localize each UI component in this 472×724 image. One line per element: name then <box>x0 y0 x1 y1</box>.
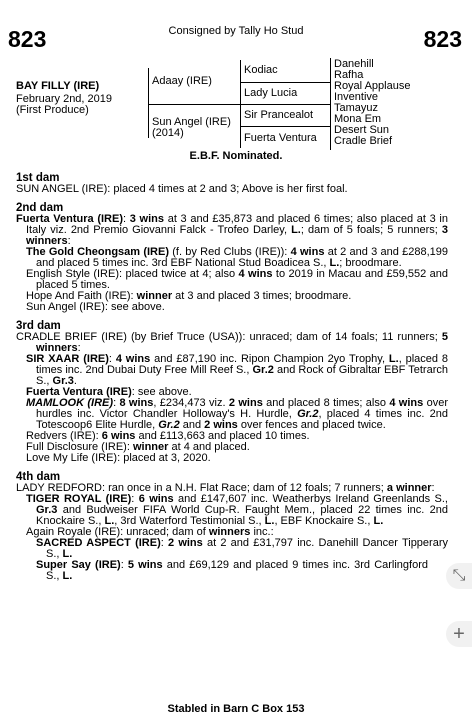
gold-cheongsam-entry: The Gold Cheongsam (IRE) (f. by Red Clubs (IRE)): 4 wins at 2 and 3 and £288,199 and placed 5 times inc. 3rd EBF National Stud Boadicea S., L.; broodmare. <box>26 246 448 269</box>
pedigree-ggs-8: Cradle Brief <box>334 135 393 147</box>
first-dam-text: SUN ANGEL (IRE): placed 4 times at 2 and 3; Above is her first foal. <box>16 183 348 195</box>
love-my-life-entry: Love My Life (IRE): placed at 3, 2020. <box>26 452 211 464</box>
collapse-icon[interactable]: ⤡ <box>446 563 472 589</box>
pedigree-dam-dam: Fuerta Ventura <box>244 132 317 144</box>
pedigree-line <box>148 104 240 105</box>
fourth-dam-heading: 4th dam <box>16 471 61 483</box>
ebf-nominated: E.B.F. Nominated. <box>189 150 283 162</box>
super-say-entry: Super Say (IRE): 5 wins and £69,129 and placed 9 times inc. 3rd Carlingford S., L. <box>36 559 428 582</box>
fuerta-ventura-entry: Fuerta Ventura (IRE): 3 wins at 3 and £35,873 and placed 6 times; also placed at 3 in Italy viz. 2nd Premio Giovanni Falck - Trofeo Darley, L.; dam of 5 foals; 5 runners; 3 winners: <box>16 213 448 247</box>
pedigree-dam-sire: Sir Prancealot <box>244 109 314 121</box>
pedigree-ggs-1: Danehill <box>334 58 374 70</box>
catalogue-body <box>16 172 448 582</box>
full-disclosure-entry: Full Disclosure (IRE): winner at 4 and placed. <box>26 441 250 453</box>
pedigree-dam-year: (2014) <box>152 127 184 139</box>
hope-and-faith-entry: Hope And Faith (IRE): winner at 3 and placed 3 times; broodmare. <box>26 290 352 302</box>
again-royale-entry: Again Royale (IRE): unraced; dam of winners inc.: <box>26 526 274 538</box>
lot-number-right: 823 <box>423 26 462 52</box>
pedigree-sire-sire: Kodiac <box>244 64 278 76</box>
horse-name: BAY FILLY (IRE) <box>16 80 100 92</box>
mamlook-entry: MAMLOOK (IRE): 8 wins, £234,473 viz. 2 wins and placed 8 times; also 4 wins over hurdles inc. Victor Chandler Holloway's H. Hurdle, Gr.2, placed 4 times inc. 2nd Totescoop6 Elite Hurdle, Gr.2 and 2 wins over fences and placed twice. <box>26 397 448 431</box>
horse-foaled: February 2nd, 2019 <box>16 93 113 105</box>
pedigree-dam: Sun Angel (IRE) <box>152 116 231 128</box>
pedigree-ggs-7: Desert Sun <box>334 124 390 136</box>
pedigree-ggs-5: Tamayuz <box>334 102 379 114</box>
lot-number-left: 823 <box>8 26 47 52</box>
pedigree-ggs-3: Royal Applause <box>334 80 411 92</box>
pedigree-line <box>330 58 331 150</box>
stabled-in: Stabled in Barn C Box 153 <box>167 703 305 715</box>
tiger-royal-entry: TIGER ROYAL (IRE): 6 wins and £147,607 inc. Weatherbys Ireland Greenlands S., Gr.3 and Budweiser FIFA World Cup-R. Faught Mem., placed 22 times inc. 2nd Knockaire S., L., 3rd Waterford Testimonial S., L., EBF Knockaire S., L. <box>26 493 448 527</box>
pedigree-line <box>240 82 330 83</box>
pedigree-sire-dam: Lady Lucia <box>244 87 298 99</box>
english-style-entry: English Style (IRE): placed twice at 4; also 4 wins to 2019 in Macau and £59,552 and placed 5 times. <box>26 268 449 291</box>
cradle-brief-entry: CRADLE BRIEF (IRE) (by Brief Truce (USA)): unraced; dam of 14 foals; 11 runners; 5 winners: <box>16 331 448 354</box>
first-dam-heading: 1st dam <box>16 172 60 184</box>
redvers-entry: Redvers (IRE): 6 wins and £113,663 and placed 10 times. <box>26 430 310 442</box>
pedigree-ggs-4: Inventive <box>334 91 379 103</box>
lady-redford-entry: LADY REDFORD: ran once in a N.H. Flat Race; dam of 12 foals; 7 runners; a winner: <box>16 482 435 494</box>
horse-produce: (First Produce) <box>16 104 89 116</box>
pedigree-line <box>240 104 330 105</box>
pedigree-ggs-2: Rafha <box>334 69 364 81</box>
pedigree-line <box>240 126 330 127</box>
add-icon[interactable]: + <box>446 621 472 647</box>
pedigree-sire: Adaay (IRE) <box>152 75 212 87</box>
sun-angel-entry: Sun Angel (IRE): see above. <box>26 301 165 313</box>
pedigree-ggs-6: Mona Em <box>334 113 382 125</box>
sir-xaar-entry: SIR XAAR (IRE): 4 wins and £87,190 inc. Ripon Champion 2yo Trophy, L., placed 8 times inc. 2nd Dubai Duty Free Mill Reef S., Gr.2 and Rock of Gibraltar EBF Tetrarch S., Gr.3. <box>26 353 449 387</box>
fuerta-ventura-see-above: Fuerta Ventura (IRE): see above. <box>26 386 192 398</box>
pedigree-line <box>148 68 149 138</box>
sacred-aspect-entry: SACRED ASPECT (IRE): 2 wins at 2 and £31,797 inc. Danehill Dancer Tipperary S., L. <box>36 537 448 560</box>
second-dam-heading: 2nd dam <box>16 202 64 214</box>
consignor: Consigned by Tally Ho Stud <box>168 25 304 37</box>
third-dam-heading: 3rd dam <box>16 320 61 332</box>
